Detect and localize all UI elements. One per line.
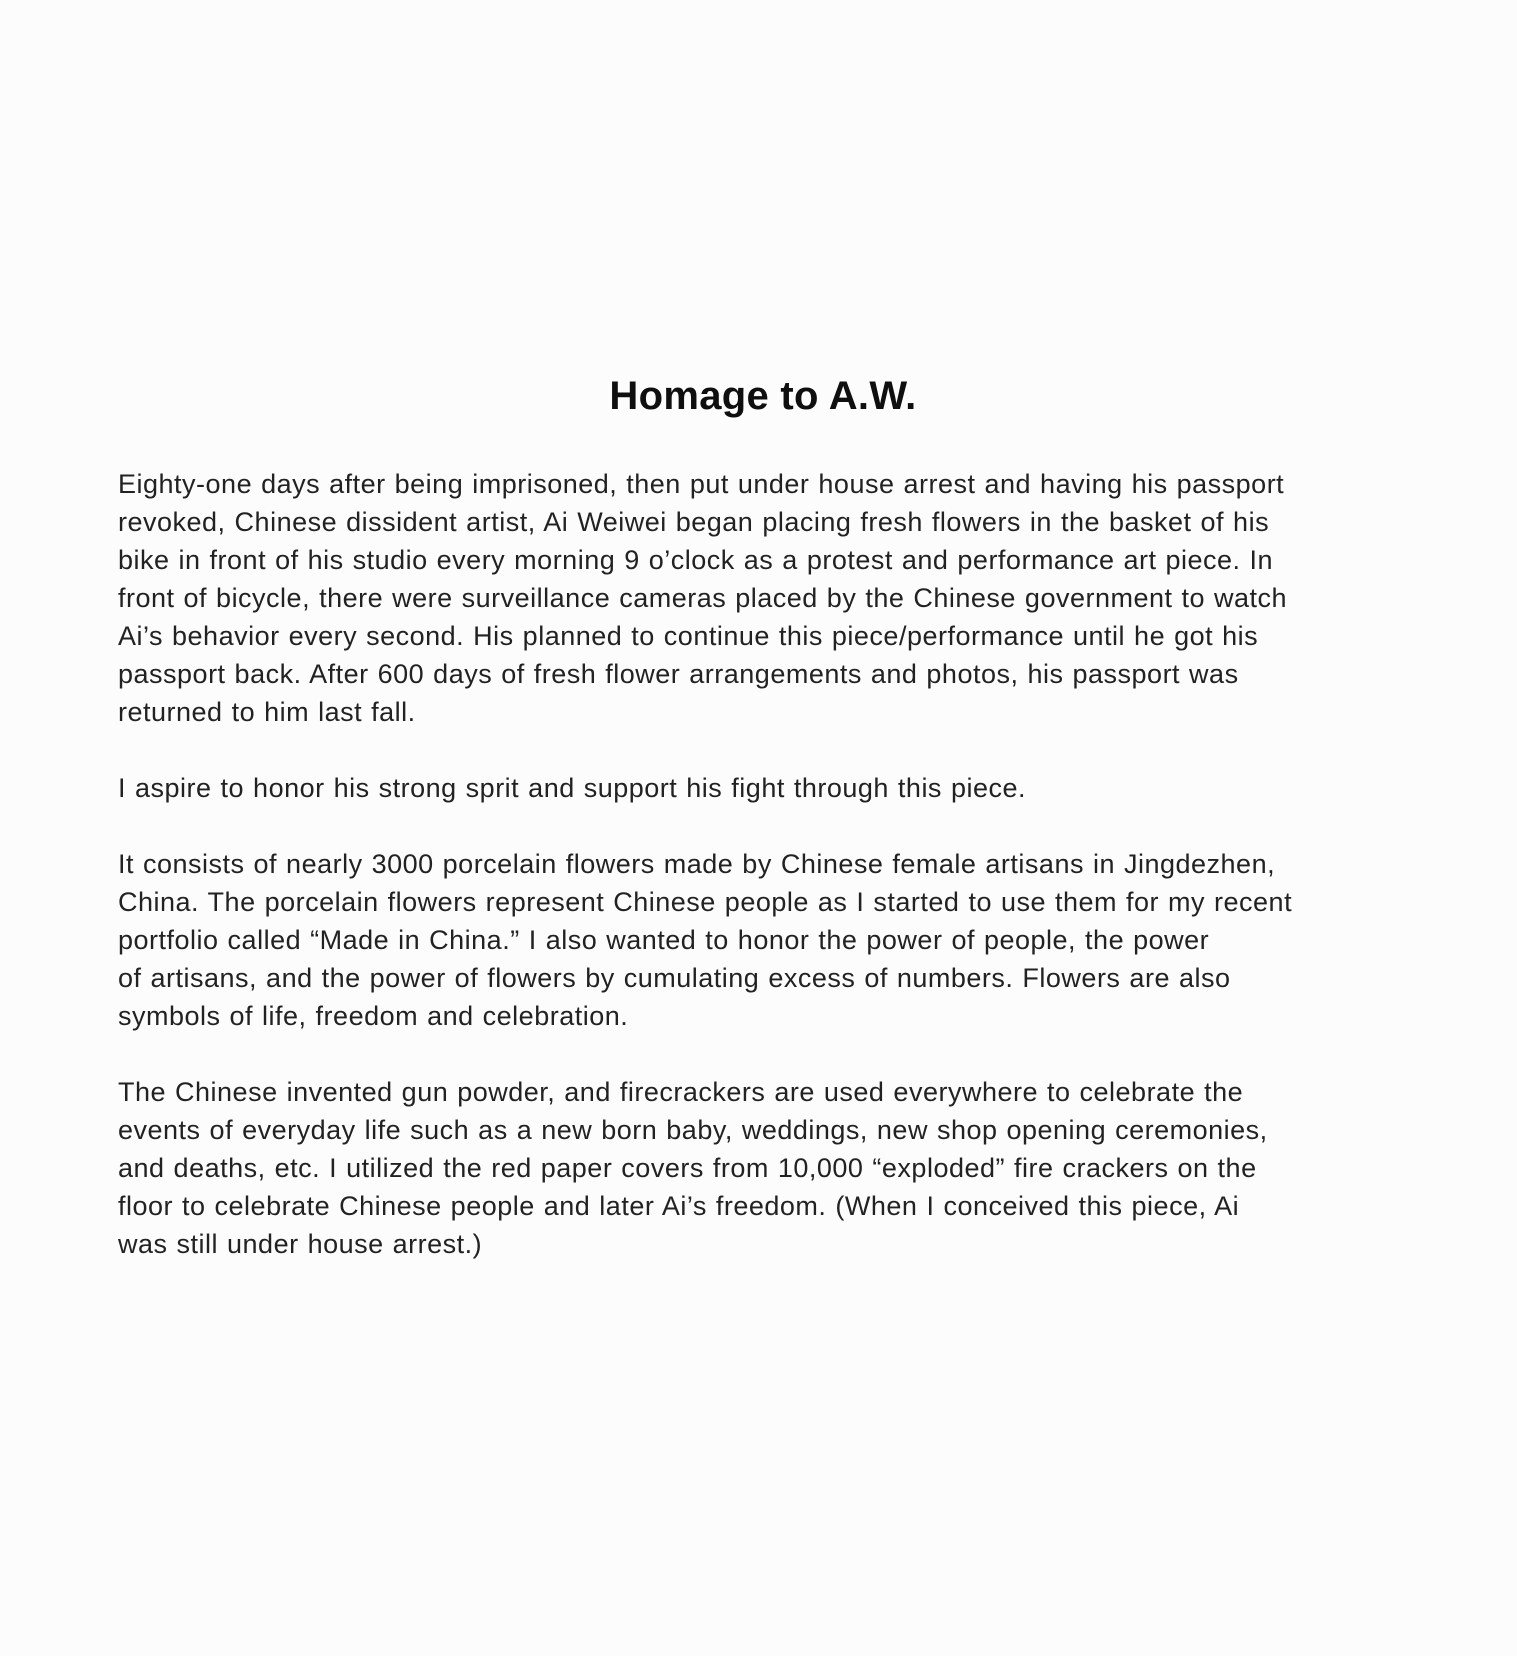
text-line: and deaths, etc. I utilized the red paper covers from 10,000 “exploded” fire crackers on the <box>118 1153 1257 1183</box>
paragraph-firecrackers <box>118 1073 1408 1263</box>
paragraph-porcelain-flowers <box>118 845 1408 1035</box>
text-line: of artisans, and the power of flowers by cumulating excess of numbers. Flowers are also <box>118 963 1231 993</box>
paragraph-aspiration <box>118 769 1408 807</box>
text-line: I aspire to honor his strong sprit and support his fight through this piece. <box>118 773 1026 803</box>
text-line: front of bicycle, there were surveillance cameras placed by the Chinese government to watch <box>118 583 1288 613</box>
text-line: revoked, Chinese dissident artist, Ai Weiwei began placing fresh flowers in the basket of his <box>118 507 1270 537</box>
text-line: The Chinese invented gun powder, and firecrackers are used everywhere to celebrate the <box>118 1077 1244 1107</box>
text-line: China. The porcelain flowers represent Chinese people as I started to use them for my recent <box>118 887 1293 917</box>
text-line: bike in front of his studio every morning 9 o’clock as a protest and performance art piece. In <box>118 545 1274 575</box>
text-line: returned to him last fall. <box>118 697 416 727</box>
text-line: portfolio called “Made in China.” I also wanted to honor the power of people, the power <box>118 925 1210 955</box>
text-line: events of everyday life such as a new born baby, weddings, new shop opening ceremonies, <box>118 1115 1268 1145</box>
text-line: was still under house arrest.) <box>118 1229 483 1259</box>
text-line: Eighty-one days after being imprisoned, then put under house arrest and having his passport <box>118 469 1285 499</box>
text-line: passport back. After 600 days of fresh flower arrangements and photos, his passport was <box>118 659 1239 689</box>
paragraph-intro <box>118 465 1408 731</box>
text-line: symbols of life, freedom and celebration. <box>118 1001 629 1031</box>
article <box>118 368 1408 1301</box>
text-line: It consists of nearly 3000 porcelain flowers made by Chinese female artisans in Jingdezhen, <box>118 849 1276 879</box>
page-title: Homage to A.W. <box>609 374 917 418</box>
text-line: floor to celebrate Chinese people and later Ai’s freedom. (When I conceived this piece, Ai <box>118 1191 1240 1221</box>
text-line: Ai’s behavior every second. His planned to continue this piece/performance until he got his <box>118 621 1259 651</box>
